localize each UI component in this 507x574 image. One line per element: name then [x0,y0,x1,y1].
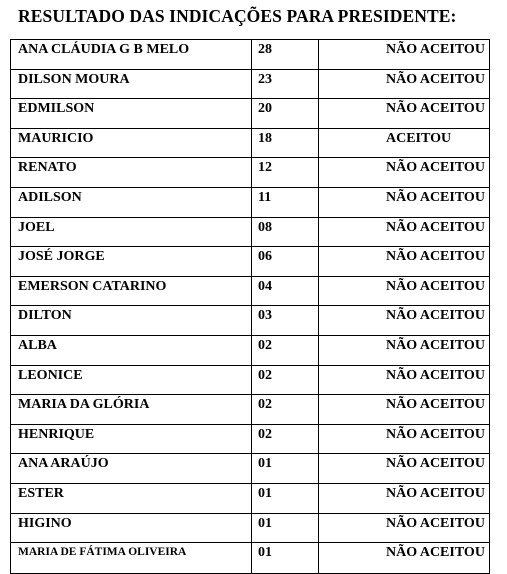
acceptance-status: NÃO ACEITOU [319,247,490,277]
table-row [11,99,490,129]
candidate-name: MARIA DE FÁTIMA OLIVEIRA [11,543,252,574]
candidate-name: ANA ARAÚJO [11,454,252,484]
vote-count: 28 [252,40,319,70]
vote-count: 18 [252,128,319,158]
candidate-name: LEONICE [11,365,252,395]
candidate-name: DILTON [11,306,252,336]
candidate-name: ADILSON [11,187,252,217]
table-row [11,365,490,395]
vote-count: 06 [252,247,319,277]
candidate-name: HENRIQUE [11,424,252,454]
candidate-name: RENATO [11,158,252,188]
acceptance-status: NÃO ACEITOU [319,306,490,336]
vote-count: 20 [252,99,319,129]
acceptance-status: NÃO ACEITOU [319,395,490,425]
acceptance-status: NÃO ACEITOU [319,335,490,365]
vote-count: 01 [252,543,319,574]
acceptance-status: NÃO ACEITOU [319,365,490,395]
acceptance-status: NÃO ACEITOU [319,158,490,188]
table-row [11,454,490,484]
vote-count: 02 [252,395,319,425]
table-row [11,306,490,336]
table-row [11,187,490,217]
vote-count: 01 [252,513,319,543]
candidate-name: DILSON MOURA [11,69,252,99]
table-row [11,276,490,306]
acceptance-status: NÃO ACEITOU [319,513,490,543]
vote-count: 01 [252,454,319,484]
candidate-name: ALBA [11,335,252,365]
acceptance-status: NÃO ACEITOU [319,217,490,247]
table-row [11,247,490,277]
vote-count: 02 [252,424,319,454]
acceptance-status: NÃO ACEITOU [319,276,490,306]
vote-count: 11 [252,187,319,217]
vote-count: 03 [252,306,319,336]
vote-count: 01 [252,483,319,513]
table-row [11,543,490,574]
candidate-name: JOEL [11,217,252,247]
table-row [11,40,490,70]
candidate-name: EMERSON CATARINO [11,276,252,306]
page-title: RESULTADO DAS INDICAÇÕES PARA PRESIDENTE: [18,6,457,26]
candidate-name: JOSÉ JORGE [11,247,252,277]
acceptance-status: NÃO ACEITOU [319,99,490,129]
candidate-name: MARIA DA GLÓRIA [11,395,252,425]
vote-count: 04 [252,276,319,306]
acceptance-status: NÃO ACEITOU [319,424,490,454]
vote-count: 02 [252,335,319,365]
acceptance-status: ACEITOU [319,128,490,158]
acceptance-status: NÃO ACEITOU [319,543,490,574]
candidate-name: EDMILSON [11,99,252,129]
table-row [11,158,490,188]
table-row [11,69,490,99]
table-row [11,335,490,365]
vote-count: 23 [252,69,319,99]
table-row [11,483,490,513]
table-row [11,217,490,247]
acceptance-status: NÃO ACEITOU [319,40,490,70]
results-table [10,39,490,574]
table-row [11,395,490,425]
table-row [11,424,490,454]
table-row [11,513,490,543]
table-row [11,128,490,158]
acceptance-status: NÃO ACEITOU [319,69,490,99]
candidate-name: ESTER [11,483,252,513]
vote-count: 02 [252,365,319,395]
vote-count: 12 [252,158,319,188]
acceptance-status: NÃO ACEITOU [319,187,490,217]
candidate-name: ANA CLÁUDIA G B MELO [11,40,252,70]
acceptance-status: NÃO ACEITOU [319,454,490,484]
acceptance-status: NÃO ACEITOU [319,483,490,513]
vote-count: 08 [252,217,319,247]
candidate-name: HIGINO [11,513,252,543]
candidate-name: MAURICIO [11,128,252,158]
